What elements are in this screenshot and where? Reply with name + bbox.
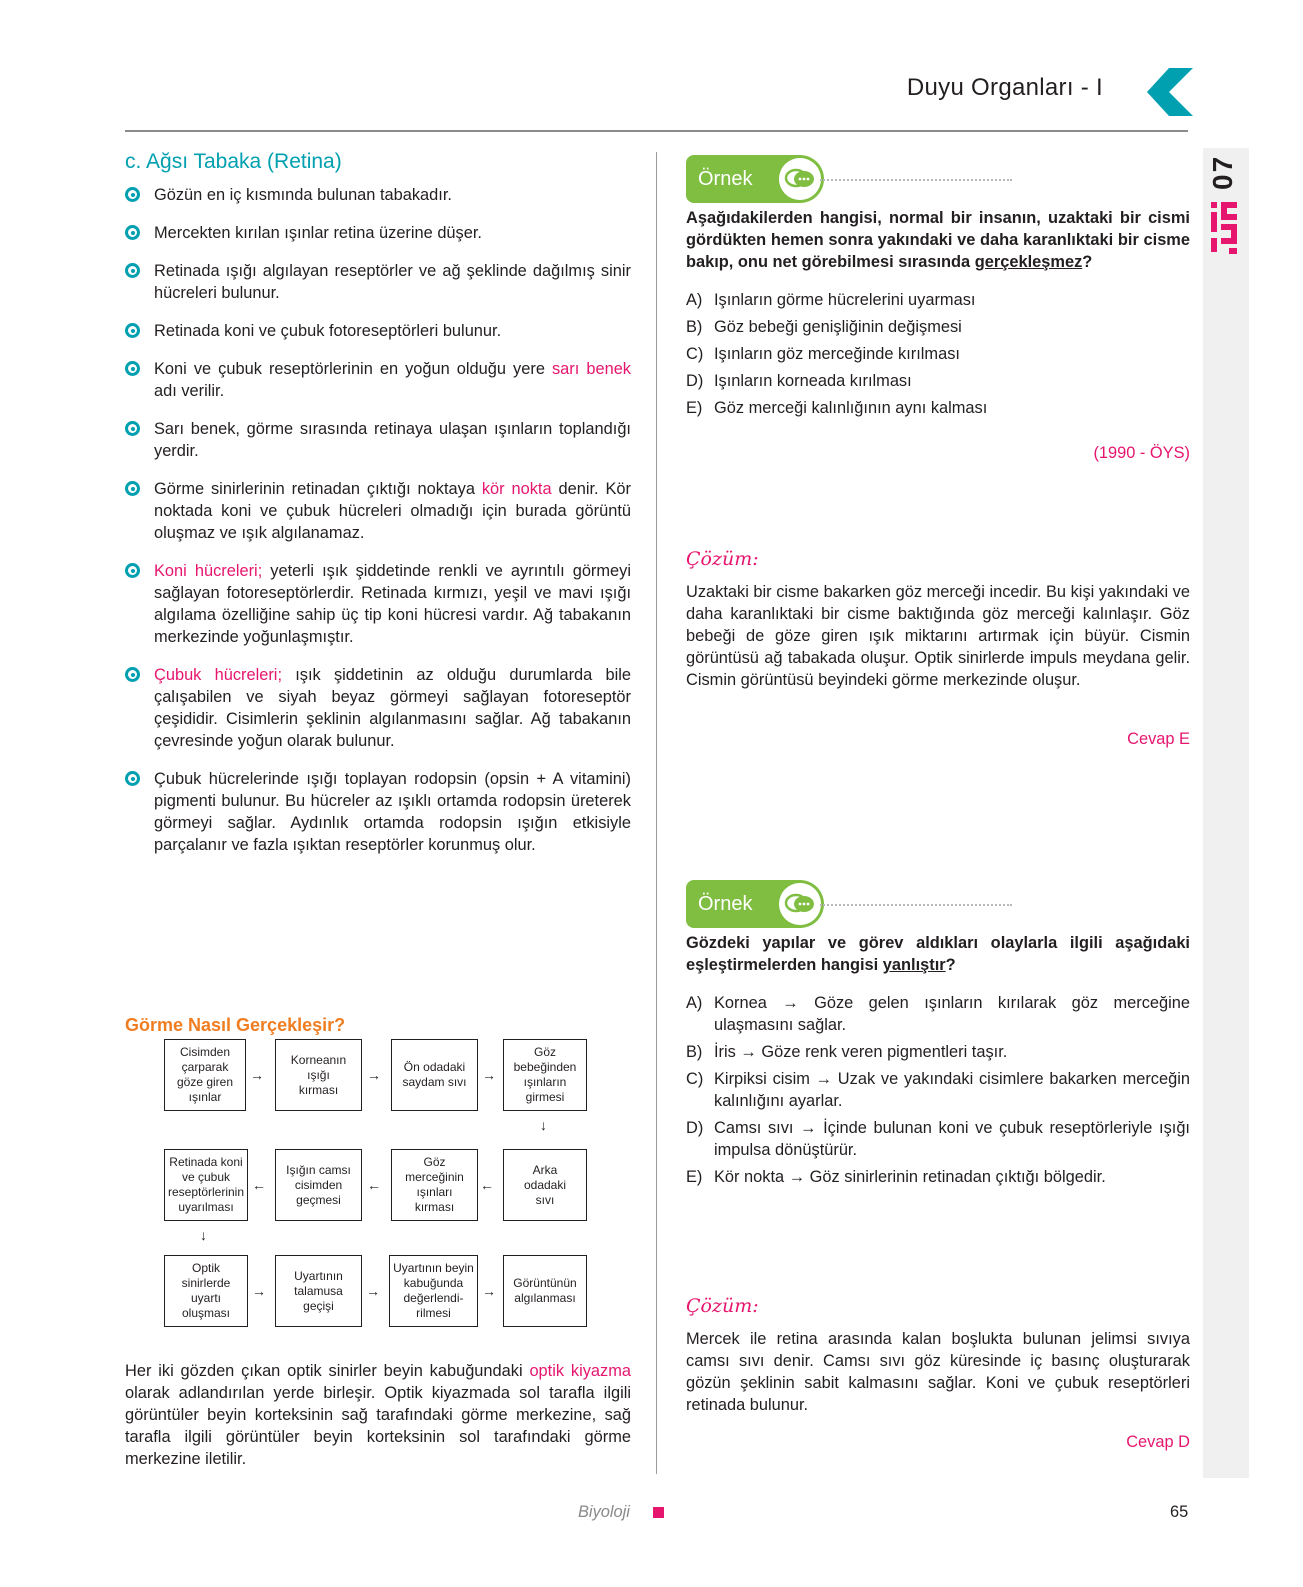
answer-option: D) Camsı sıvı → İçinde bulunan koni ve çubuk reseptörleriyle ışığı impulsa dönüştürür. — [686, 1119, 1190, 1159]
flow-step: Cisimden çarparak göze giren ışınlar — [164, 1039, 246, 1111]
header-divider — [125, 130, 1188, 132]
solution-text: Mercek ile retina arasında kalan boşlukta bulunan jelimsi sıvıya camsı sıvı denir. Camsı sıvı göz küresinde iç basınç oluşturarak gözün şeklinin sabit kalmasını sağlar. Koni ve çubuk reseptörleri retinada bulunur. — [686, 1330, 1190, 1414]
flow-step: Uyartının beyin kabuğunda değerlendi- rilmesi — [389, 1255, 478, 1327]
unit-number: 07 — [1207, 154, 1238, 190]
arrow-down-icon: ↓ — [200, 1227, 207, 1243]
retina-bullet-list — [125, 184, 631, 856]
chevron-left-icon — [1147, 68, 1193, 116]
highlight-term: optik kiyazma — [529, 1362, 631, 1380]
flow-step: Arka odadaki sıvı — [503, 1149, 587, 1221]
target-bullet-icon — [125, 563, 140, 578]
flow-step: Ön odadaki saydam sıvı — [391, 1039, 478, 1111]
arrow-left-icon: ← — [252, 1177, 266, 1193]
list-item: Görme sinirlerinin retinadan çıktığı noktaya kör nokta denir. Kör noktada koni ve çubuk hücreleri olmadığı için burada görüntü oluşmaz ve ışık algılanamaz. — [125, 478, 631, 544]
list-item: Retinada ışığı algılayan reseptörler ve ağ şeklinde dağılmış sinir hücreleri bulunur. — [125, 260, 631, 304]
answer-option: C) Kirpiksi cisim → Uzak ve yakındaki cisimlere bakarken merceğin kalınlığını ayarlar. — [686, 1070, 1190, 1110]
speech-bubble-icon — [779, 158, 821, 200]
highlight-term: Çubuk hücreleri; — [154, 666, 283, 684]
column-divider — [656, 152, 657, 1474]
answer-option: E) Kör nokta → Göz sinirlerinin retinadan çıktığı bölgedir. — [686, 1168, 1106, 1186]
footer-square-icon — [653, 1507, 664, 1518]
list-item: Gözün en iç kısmında bulunan tabakadır. — [125, 184, 631, 206]
flow-step: Göz bebeğinden ışınların girmesi — [503, 1039, 587, 1111]
arrow-left-icon: ← — [480, 1177, 494, 1193]
list-item: Çubuk hücreleri; ışık şiddetinin az olduğu durumlarda bile çalışabilen ve siyah beyaz görmeyi sağlayan fotoreseptör çeşididir. Cisimlerin şeklinin algılanmasını sağlar. Ağ tabakanın çevresinde yoğun olarak bulunur. — [125, 664, 631, 752]
flow-step: Görüntünün algılanması — [503, 1255, 587, 1327]
side-tab-strip — [1203, 148, 1249, 1478]
list-item: Mercekten kırılan ışınlar retina üzerine düşer. — [125, 222, 631, 244]
arrow-right-icon: → — [482, 1067, 496, 1083]
target-bullet-icon — [125, 667, 140, 682]
list-item: Retinada koni ve çubuk fotoreseptörleri bulunur. — [125, 320, 631, 342]
arrow-right-icon: → — [366, 1283, 380, 1299]
section-title: c. Ağsı Tabaka (Retina) — [125, 150, 342, 173]
flow-step: Retinada koni ve çubuk reseptörlerinin uyarılması — [164, 1149, 248, 1221]
target-bullet-icon — [125, 187, 140, 202]
answer-label: Cevap E — [1127, 730, 1190, 748]
flow-step: Optik sinirlerde uyartı oluşması — [164, 1255, 248, 1327]
answer-option: C) Işınların göz merceğinde kırılması — [686, 345, 960, 363]
list-item: Koni hücreleri; yeterli ışık şiddetinde renkli ve ayrıntılı görmeyi sağlayan fotoreseptörlerdir. Retinada kırmızı, yeşil ve mavi ışığı algılama özelliğine sahip üç tip koni hücresi vardır. Ağ tabakanın merkezinde yoğunlaşmıştır. — [125, 560, 631, 648]
example-question: Aşağıdakilerden hangisi, normal bir insanın, uzaktaki bir cismi gördükten hemen sonra yakındaki ve daha karanlıktaki bir cisme bakıp, onu net görebilmesi sırasında gerçekleşmez? — [686, 209, 1190, 271]
answer-options — [686, 289, 1190, 419]
answer-option: A) Işınların görme hücrelerini uyarması — [686, 291, 976, 309]
example-badge: Örnek — [686, 155, 824, 203]
target-bullet-icon — [125, 481, 140, 496]
target-bullet-icon — [125, 263, 140, 278]
list-item: Çubuk hücrelerinde ışığı toplayan rodopsin (opsin + A vitamini) pigmenti bulunur. Bu hücreler az ışıklı ortamda rodopsin üreterek görmeyi sağlar. Aydınlık ortamda rodopsin ışığın etkisiyle parçalanır ve fazla ışıktan reseptörler korunmuş olur. — [125, 768, 631, 856]
publisher-logo-icon — [1209, 200, 1239, 256]
example-badge: Örnek — [686, 880, 824, 928]
example-question: Gözdeki yapılar ve görev aldıkları olaylarla ilgili aşağıdaki eşleştirmelerden hangisi yanlıştır? — [686, 934, 1190, 974]
target-bullet-icon — [125, 771, 140, 786]
answer-label: Cevap D — [1126, 1433, 1190, 1451]
flow-step: Korneanın ışığı kırması — [275, 1039, 362, 1111]
answer-option: D) Işınların korneada kırılması — [686, 372, 912, 390]
flow-step: Işığın camsı cisimden geçmesi — [275, 1149, 362, 1221]
highlight-term: Koni hücreleri; — [154, 562, 263, 580]
footer-subject: Biyoloji — [578, 1503, 630, 1521]
arrow-right-icon: → — [252, 1283, 266, 1299]
page-header-title: Duyu Organları - I — [906, 74, 1103, 101]
answer-option: A) Kornea → Göze gelen ışınların kırılarak göz merceğine ulaşmasını sağlar. — [686, 994, 1190, 1034]
solution-label: Çözüm: — [686, 548, 759, 570]
arrow-down-icon: ↓ — [540, 1117, 547, 1133]
optic-chiasm-paragraph: Her iki gözden çıkan optik sinirler beyin kabuğundaki optik kiyazma olarak adlandırılan yerde birleşir. Optik kiyazmada sol tarafla ilgili görüntüler beyin korteksinin sağ tarafındaki görme merkezine, sağ tarafla ilgili görüntüler beyin korteksinin sol tarafındaki görme merkezine iletilir. — [125, 1362, 631, 1468]
dotted-divider — [820, 179, 1012, 181]
target-bullet-icon — [125, 323, 140, 338]
answer-option: E) Göz merceği kalınlığının aynı kalması — [686, 399, 988, 417]
list-item: Sarı benek, görme sırasında retinaya ulaşan ışınların toplandığı yerdir. — [125, 418, 631, 462]
target-bullet-icon — [125, 421, 140, 436]
flow-step: Uyartının talamusa geçişi — [275, 1255, 362, 1327]
answer-option: B) İris → Göze renk veren pigmentleri taşır. — [686, 1043, 1008, 1061]
flow-step: Göz merceğinin ışınları kırması — [391, 1149, 478, 1221]
target-bullet-icon — [125, 225, 140, 240]
highlight-term: kör nokta — [481, 480, 552, 498]
arrow-right-icon: → — [250, 1067, 264, 1083]
answer-options — [686, 992, 1190, 1188]
solution-label: Çözüm: — [686, 1295, 759, 1317]
dotted-divider — [820, 904, 1012, 906]
target-bullet-icon — [125, 361, 140, 376]
speech-bubble-icon — [779, 883, 821, 925]
solution-text: Uzaktaki bir cisme bakarken göz merceği incedir. Bu kişi yakındaki ve daha karanlıktaki bir cisme baktığında göz merceği kalınlaşır. Göz bebeği de göze giren ışık miktarını artırmak için büyür. Cismin görüntüsü ağ tabakada oluşur. Optik sinirlerde impuls meydana gelir. Cismin görüntüsü beyindeki görme merkezinde oluşur. — [686, 583, 1190, 689]
arrow-left-icon: ← — [367, 1177, 381, 1193]
list-item: Koni ve çubuk reseptörlerinin en yoğun olduğu yere sarı benek adı verilir. — [125, 358, 631, 402]
question-source: (1990 - ÖYS) — [1093, 444, 1190, 462]
page-number: 65 — [1170, 1503, 1189, 1521]
arrow-right-icon: → — [482, 1283, 496, 1299]
highlight-term: sarı benek — [551, 360, 631, 378]
flow-section-title: Görme Nasıl Gerçekleşir? — [125, 1015, 346, 1035]
answer-option: B) Göz bebeği genişliğinin değişmesi — [686, 318, 962, 336]
arrow-right-icon: → — [367, 1067, 381, 1083]
